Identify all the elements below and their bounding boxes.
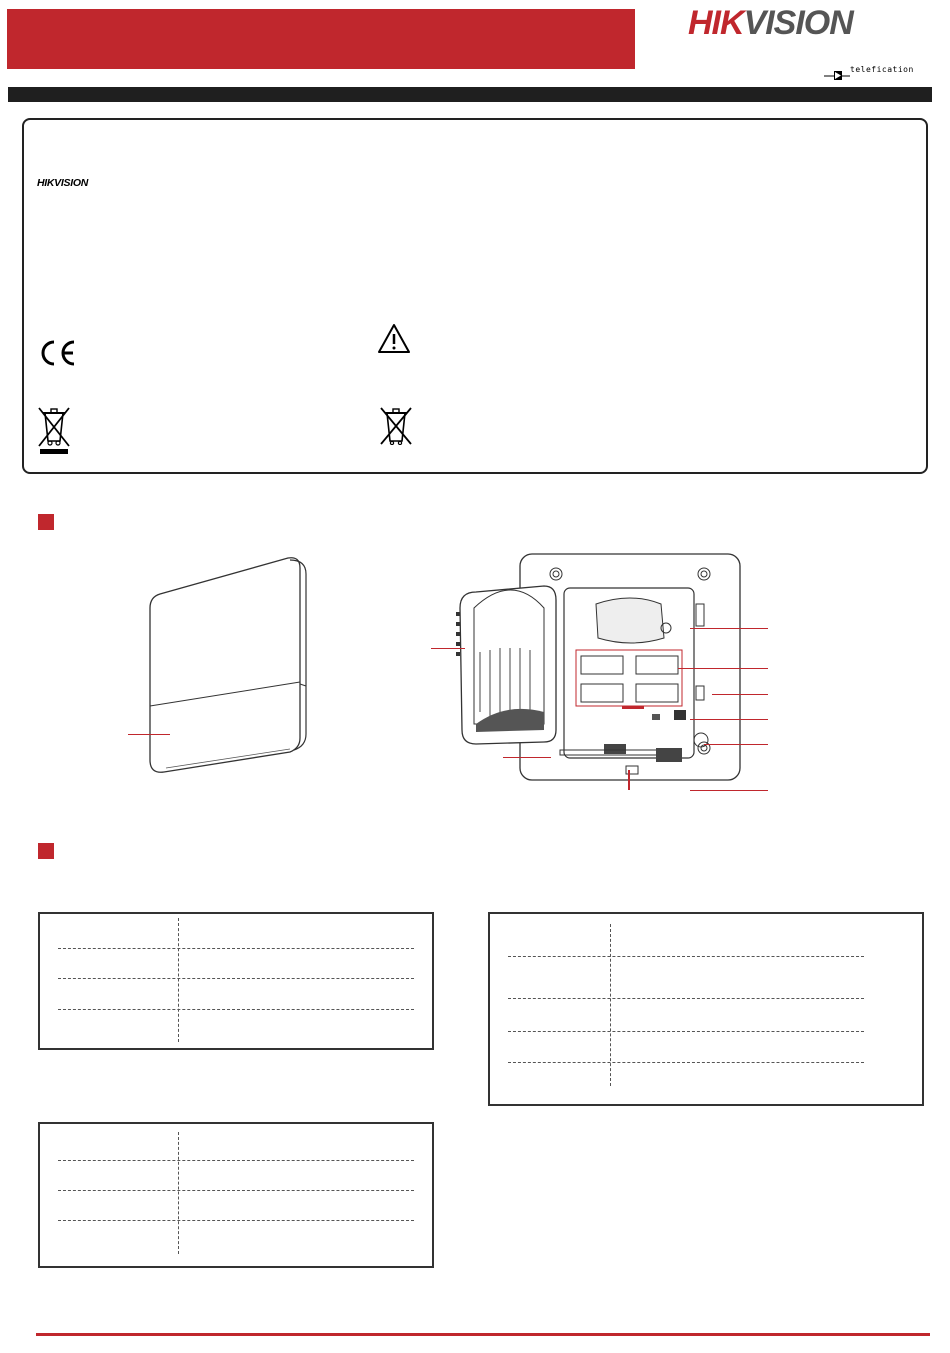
table-column-divider (178, 918, 179, 1042)
callout-tamper-bar (503, 757, 551, 758)
table-row-divider (58, 978, 414, 979)
ce-mark-icon (38, 338, 78, 368)
callout-side-switch (712, 694, 768, 695)
table-row-divider (58, 1190, 414, 1191)
spec-table-3 (38, 1122, 434, 1268)
callout-battery-slots (678, 668, 768, 669)
table-row-divider (58, 1009, 414, 1010)
callout-mount-hole (704, 744, 768, 745)
compliance-notice-box (22, 118, 928, 474)
device-interior-illustration (456, 552, 746, 787)
callout-tamper-switch (690, 790, 768, 791)
section-marker-appearance (38, 514, 54, 530)
device-front-illustration (120, 556, 320, 778)
table-row-divider (58, 1220, 414, 1221)
table-row-divider (508, 998, 864, 999)
svg-text:HIKVISION: HIKVISION (37, 177, 88, 188)
table-row-divider (508, 1062, 864, 1063)
footer-divider (36, 1333, 930, 1336)
table-row-divider (508, 956, 864, 957)
telefication-mark (824, 65, 924, 81)
table-row-divider (58, 1160, 414, 1161)
battery-bin-icon (378, 405, 414, 445)
spec-table-2 (488, 912, 924, 1106)
weee-bin-icon (36, 405, 72, 455)
hikvision-logo (688, 4, 893, 44)
callout-bottom-lead (628, 770, 630, 790)
callout-cover-speaker (431, 648, 465, 649)
callout-front-led (128, 734, 170, 735)
telefication-label: telefication (850, 65, 914, 74)
small-hikvision-logo (37, 176, 93, 188)
warning-triangle-icon (377, 323, 411, 355)
table-row-divider (508, 1031, 864, 1032)
svg-text:HIKVISION: HIKVISION (688, 4, 853, 42)
callout-screw-hole (690, 628, 768, 629)
top-banner (7, 9, 635, 69)
section-marker-specs (38, 843, 54, 859)
table-column-divider (178, 1132, 179, 1254)
telefication-icon (824, 69, 850, 81)
header-divider-bar (8, 87, 932, 102)
spec-table-1 (38, 912, 434, 1050)
table-row-divider (58, 948, 414, 949)
callout-pcb-indicator (690, 719, 768, 720)
